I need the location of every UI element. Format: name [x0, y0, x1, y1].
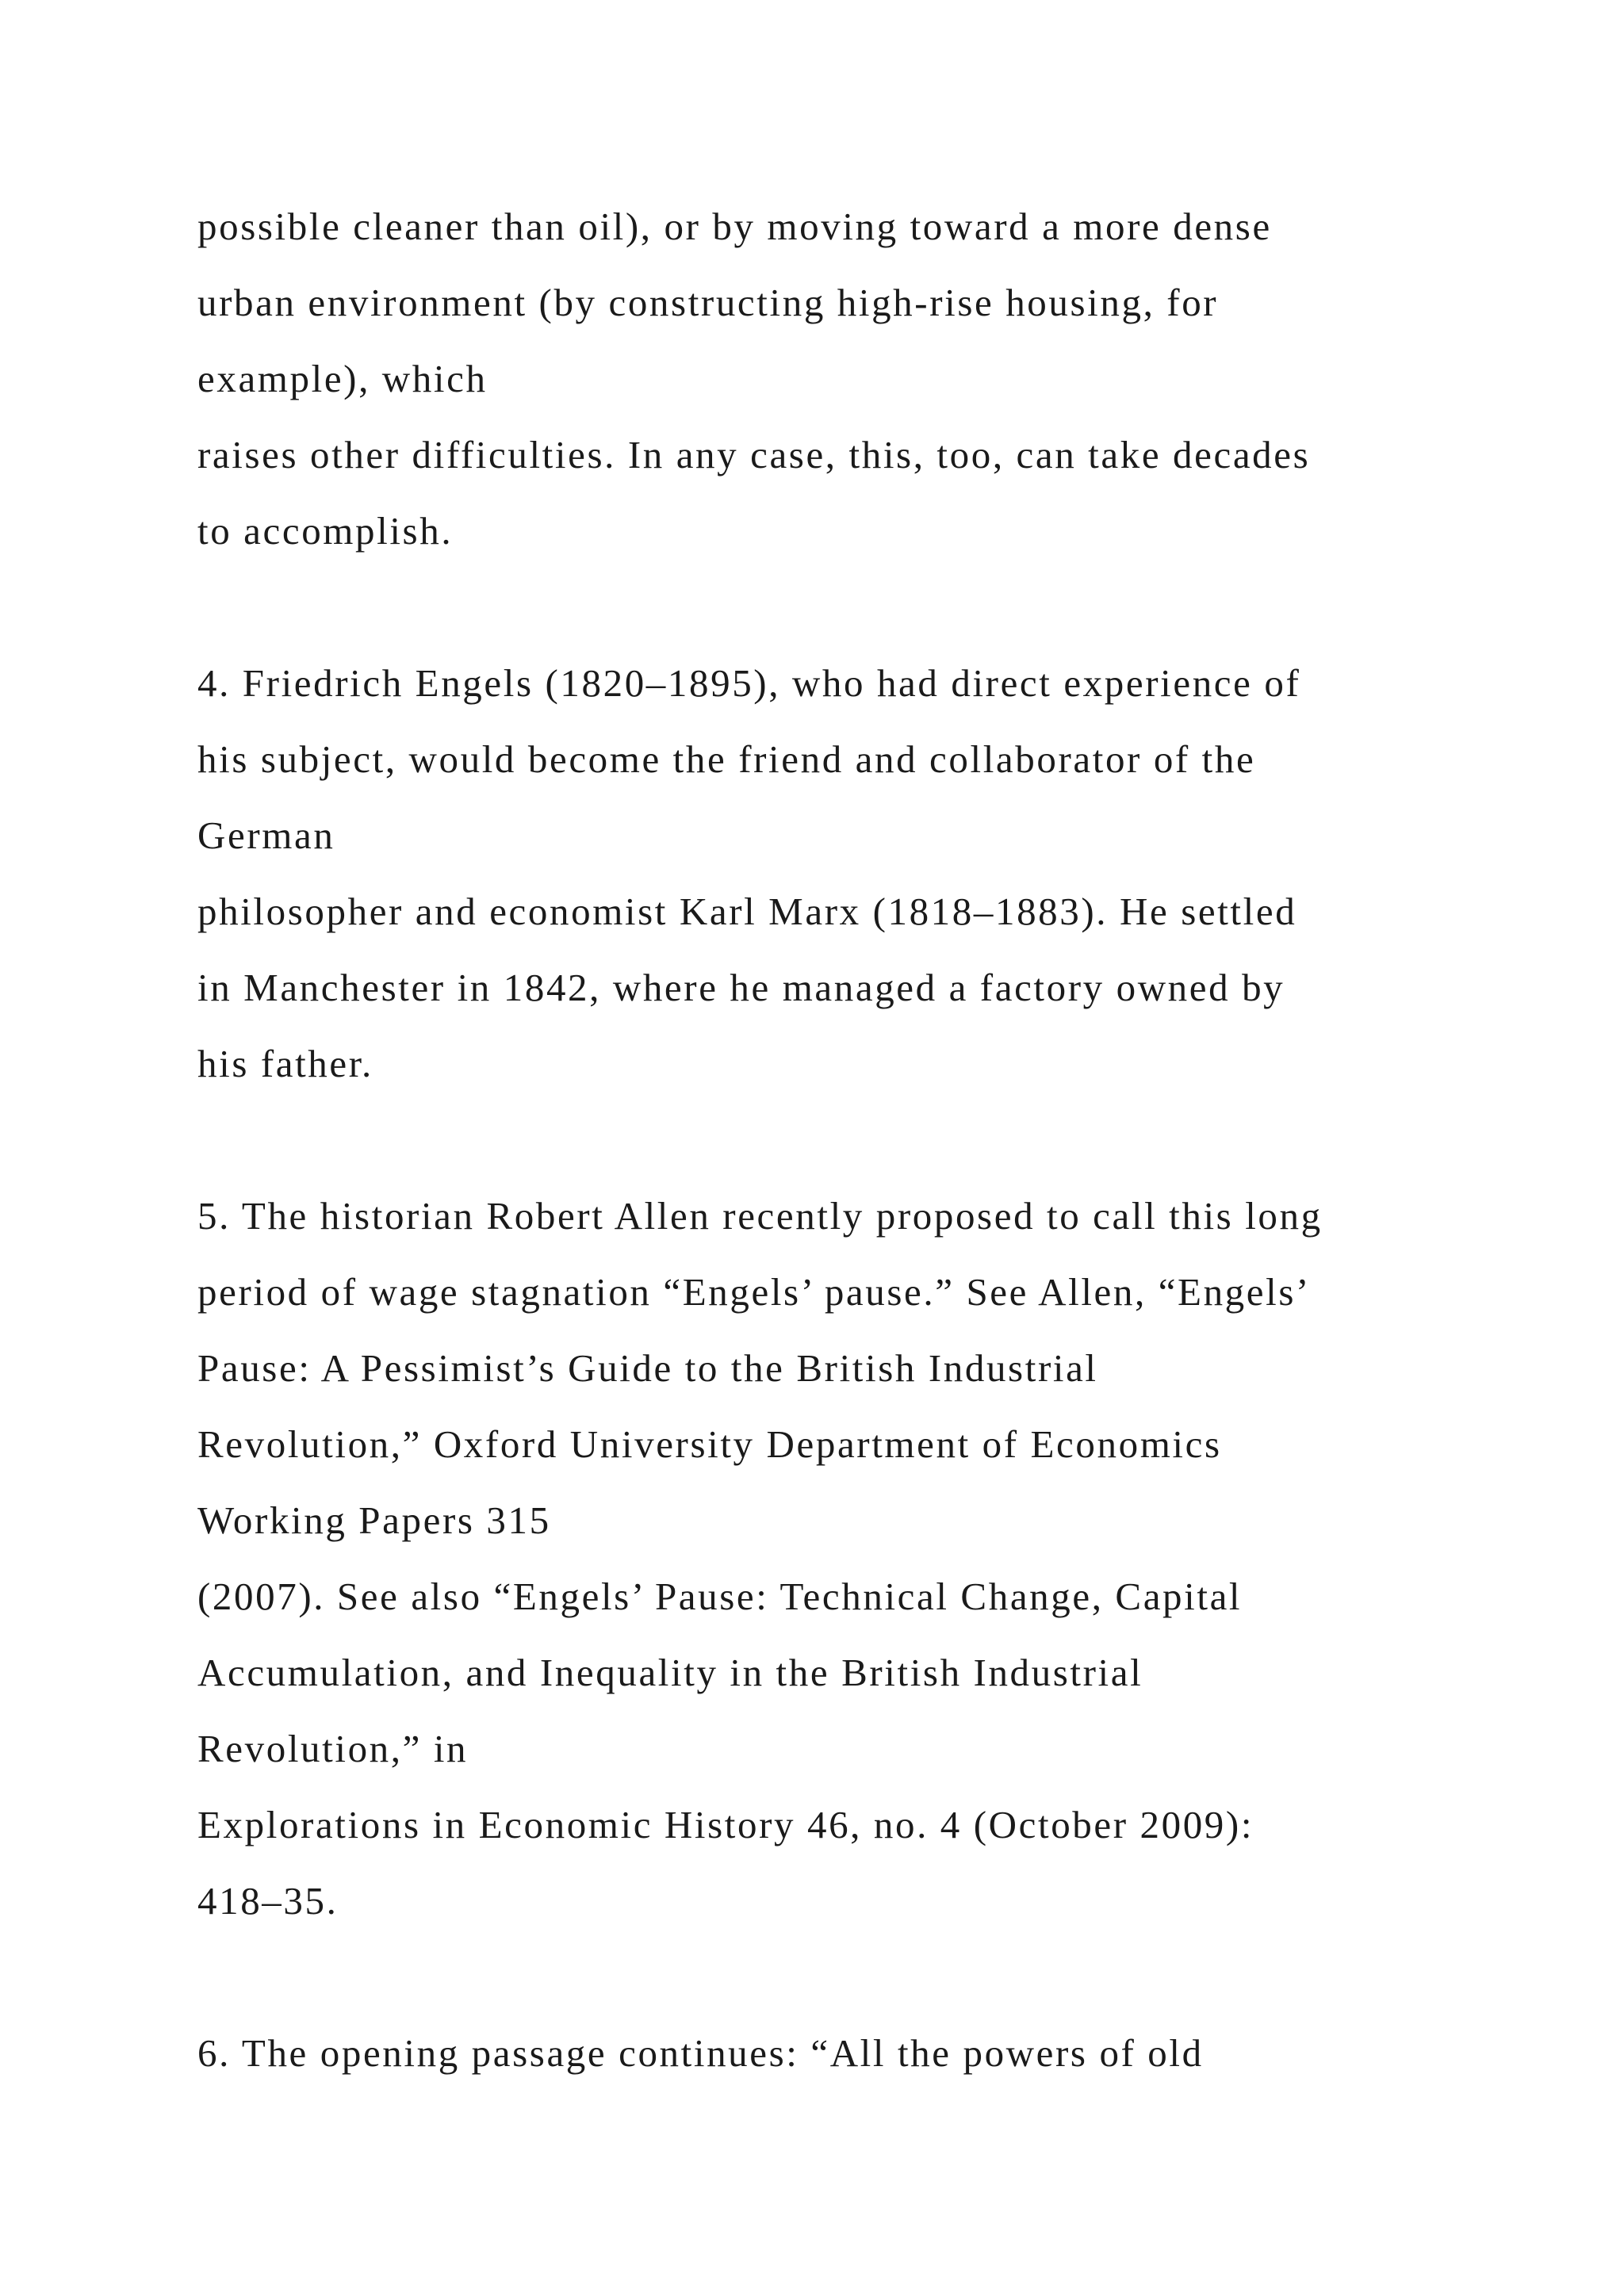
paragraph-gap [197, 1102, 1498, 1178]
text-line: urban environment (by constructing high-rise housing, for [197, 281, 1219, 324]
note-5-line: Revolution,” in [197, 1727, 469, 1770]
note-4-line: his father. [197, 1042, 373, 1085]
note-5-line: period of wage stagnation “Engels’ pause.” See Allen, “Engels’ [197, 1270, 1311, 1314]
note-5-line: Accumulation, and Inequality in the British Industrial [197, 1651, 1143, 1694]
text-line: to accomplish. [197, 509, 454, 553]
note-6-line: 6. The opening passage continues: “All the powers of old [197, 2031, 1204, 2075]
note-4-line: his subject, would become the friend and collaborator of the [197, 737, 1256, 781]
note-4-line: German [197, 813, 335, 857]
note-4-line: in Manchester in 1842, where he managed a factory owned by [197, 966, 1285, 1009]
paragraph-gap [197, 1939, 1498, 2015]
note-5-line: Working Papers 315 [197, 1498, 551, 1542]
text-line: example), which [197, 357, 488, 400]
note-5-line: Explorations in Economic History 46, no. 4 (October 2009): [197, 1803, 1254, 1846]
note-5-line: 418–35. [197, 1879, 339, 1923]
note-4-line: 4. Friedrich Engels (1820–1895), who had direct experience of [197, 661, 1301, 705]
text-line: possible cleaner than oil), or by moving toward a more dense [197, 205, 1272, 248]
note-5-line: Revolution,” Oxford University Department of Economics [197, 1422, 1222, 1466]
note-5-line: (2007). See also “Engels’ Pause: Technical Change, Capital [197, 1575, 1243, 1618]
note-5-line: 5. The historian Robert Allen recently proposed to call this long [197, 1194, 1323, 1238]
body-text [197, 189, 1498, 2091]
note-4-line: philosopher and economist Karl Marx (1818–1883). He settled [197, 890, 1297, 933]
paragraph-gap [197, 569, 1498, 645]
text-line: raises other difficulties. In any case, this, too, can take decades [197, 433, 1311, 476]
note-5-line: Pause: A Pessimist’s Guide to the British Industrial [197, 1346, 1098, 1390]
